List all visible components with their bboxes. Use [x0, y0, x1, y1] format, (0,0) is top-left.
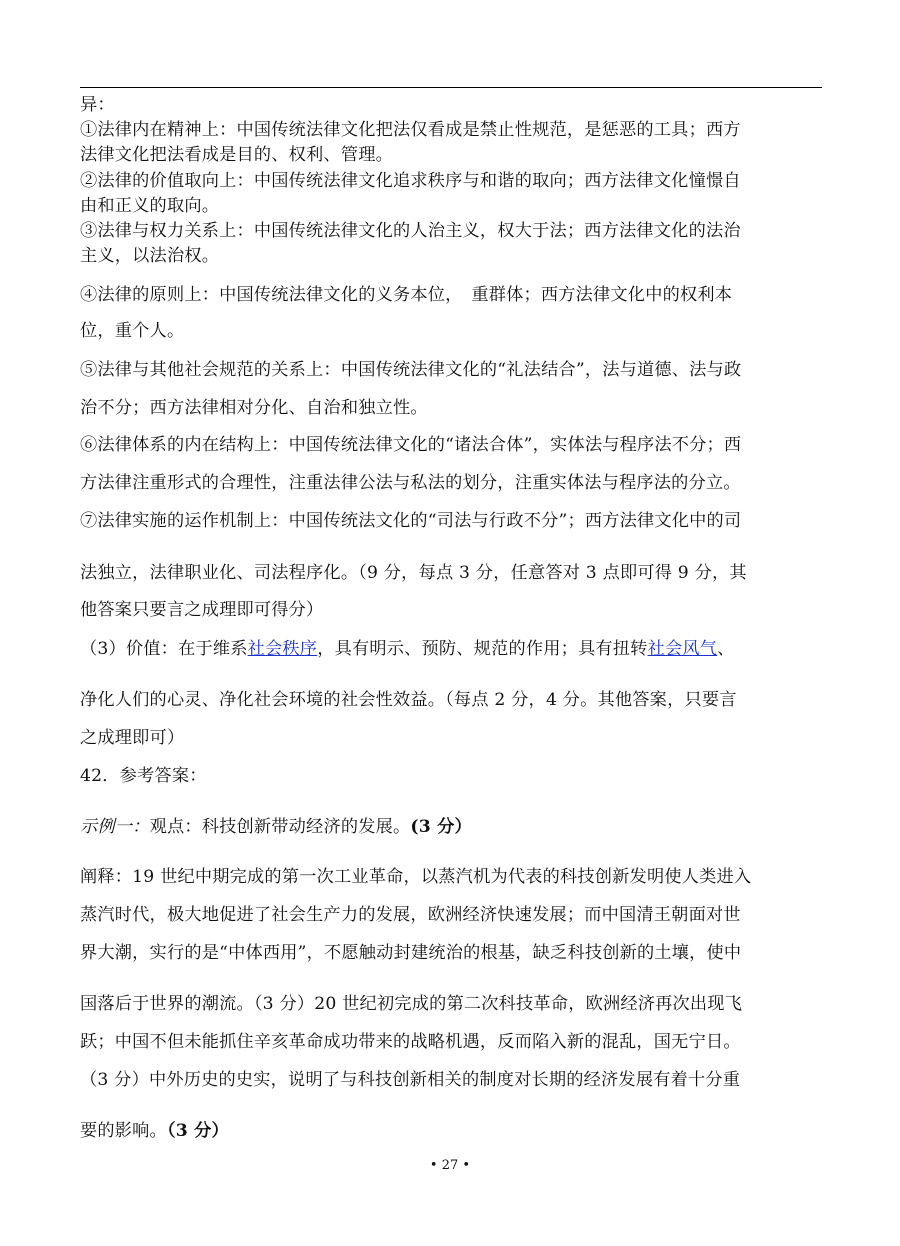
text-line: 位，重个人。 [80, 321, 185, 341]
text-line: 界大潮，实行的是“中体西用”，不愿触动封建统治的根基，缺乏科技创新的土壤，使中 [80, 943, 742, 963]
text-line: 他答案只要言之成理即可得分） [80, 600, 324, 620]
value-text-1: （3）价值：在于维系 [80, 639, 248, 659]
example-text: 观点：科技创新带动经济的发展。 [149, 817, 411, 837]
text-line: 法律文化把法看成是目的、权利、管理。 [80, 145, 393, 165]
text-line: ①法律内在精神上：中国传统法律文化把法仅看成是禁止性规范，是惩恶的工具；西方 [80, 120, 741, 140]
header-rule [80, 87, 822, 88]
example-label: 示例一： [80, 817, 150, 837]
text-line: ③法律与权力关系上：中国传统法律文化的人治主义，权大于法；西方法律文化的法治 [80, 221, 741, 241]
page-number: • 27 • [429, 1158, 471, 1173]
text-line: 蒸汽时代，极大地促进了社会生产力的发展，欧洲经济快速发展；而中国清王朝面对世 [80, 905, 741, 925]
text-line: 之成理即可） [80, 728, 185, 748]
text-line: 跃；中国不但未能抓住辛亥革命成功带来的战略机遇，反而陷入新的混乱，国无宁日。 [80, 1032, 741, 1052]
link-social-customs[interactable]: 社会风气 [647, 639, 718, 659]
last-line [80, 1120, 229, 1142]
text-line: 方法律注重形式的合理性，注重法律公法与私法的划分，注重实体法与程序法的分立。 [80, 473, 741, 493]
text-line: ⑤法律与其他社会规范的关系上：中国传统法律文化的“礼法结合”，法与道德、法与政 [80, 360, 742, 380]
text-line: 法独立，法律职业化、司法程序化。（9 分，每点 3 分，任意答对 3 点即可得 9 分，其 [80, 563, 747, 583]
text-line: ⑥法律体系的内在结构上：中国传统法律文化的“诸法合体”，实体法与程序法不分；西 [80, 435, 742, 455]
text-line: 主义，以法治权。 [80, 246, 220, 266]
last-score: （3 分） [166, 1121, 229, 1141]
text-line: 净化人们的心灵、净化社会环境的社会性效益。（每点 2 分，4 分。其他答案，只要言 [80, 690, 737, 710]
text-line: 异： [80, 95, 115, 115]
text-line: 由和正义的取向。 [80, 196, 220, 216]
value-text-3: 、 [717, 639, 735, 659]
question-heading: 42．参考答案： [80, 766, 207, 786]
example-line [80, 816, 472, 838]
value-line [80, 638, 735, 660]
value-text-2: ，具有明示、预防、规范的作用；具有扭转 [317, 639, 648, 659]
last-text: 要的影响。 [80, 1121, 167, 1141]
text-line: 治不分；西方法律相对分化、自治和独立性。 [80, 398, 428, 418]
text-line: （3 分）中外历史的史实，说明了与科技创新相关的制度对长期的经济发展有着十分重 [80, 1070, 741, 1090]
text-line: ⑦法律实施的运作机制上：中国传统法文化的“司法与行政不分”；西方法律文化中的司 [80, 511, 742, 531]
text-line: ②法律的价值取向上：中国传统法律文化追求秩序与和谐的取向；西方法律文化憧憬自 [80, 171, 741, 191]
text-line: 阐释：19 世纪中期完成的第一次工业革命，以蒸汽机为代表的科技创新发明使人类进入 [80, 867, 752, 887]
text-line: 国落后于世界的潮流。（3 分）20 世纪初完成的第二次科技革命，欧洲经济再次出现飞 [80, 994, 743, 1014]
link-social-order[interactable]: 社会秩序 [247, 639, 318, 659]
text-line: ④法律的原则上：中国传统法律文化的义务本位， 重群体；西方法律文化中的权利本 [80, 285, 733, 305]
example-score: (3 分） [410, 817, 472, 837]
